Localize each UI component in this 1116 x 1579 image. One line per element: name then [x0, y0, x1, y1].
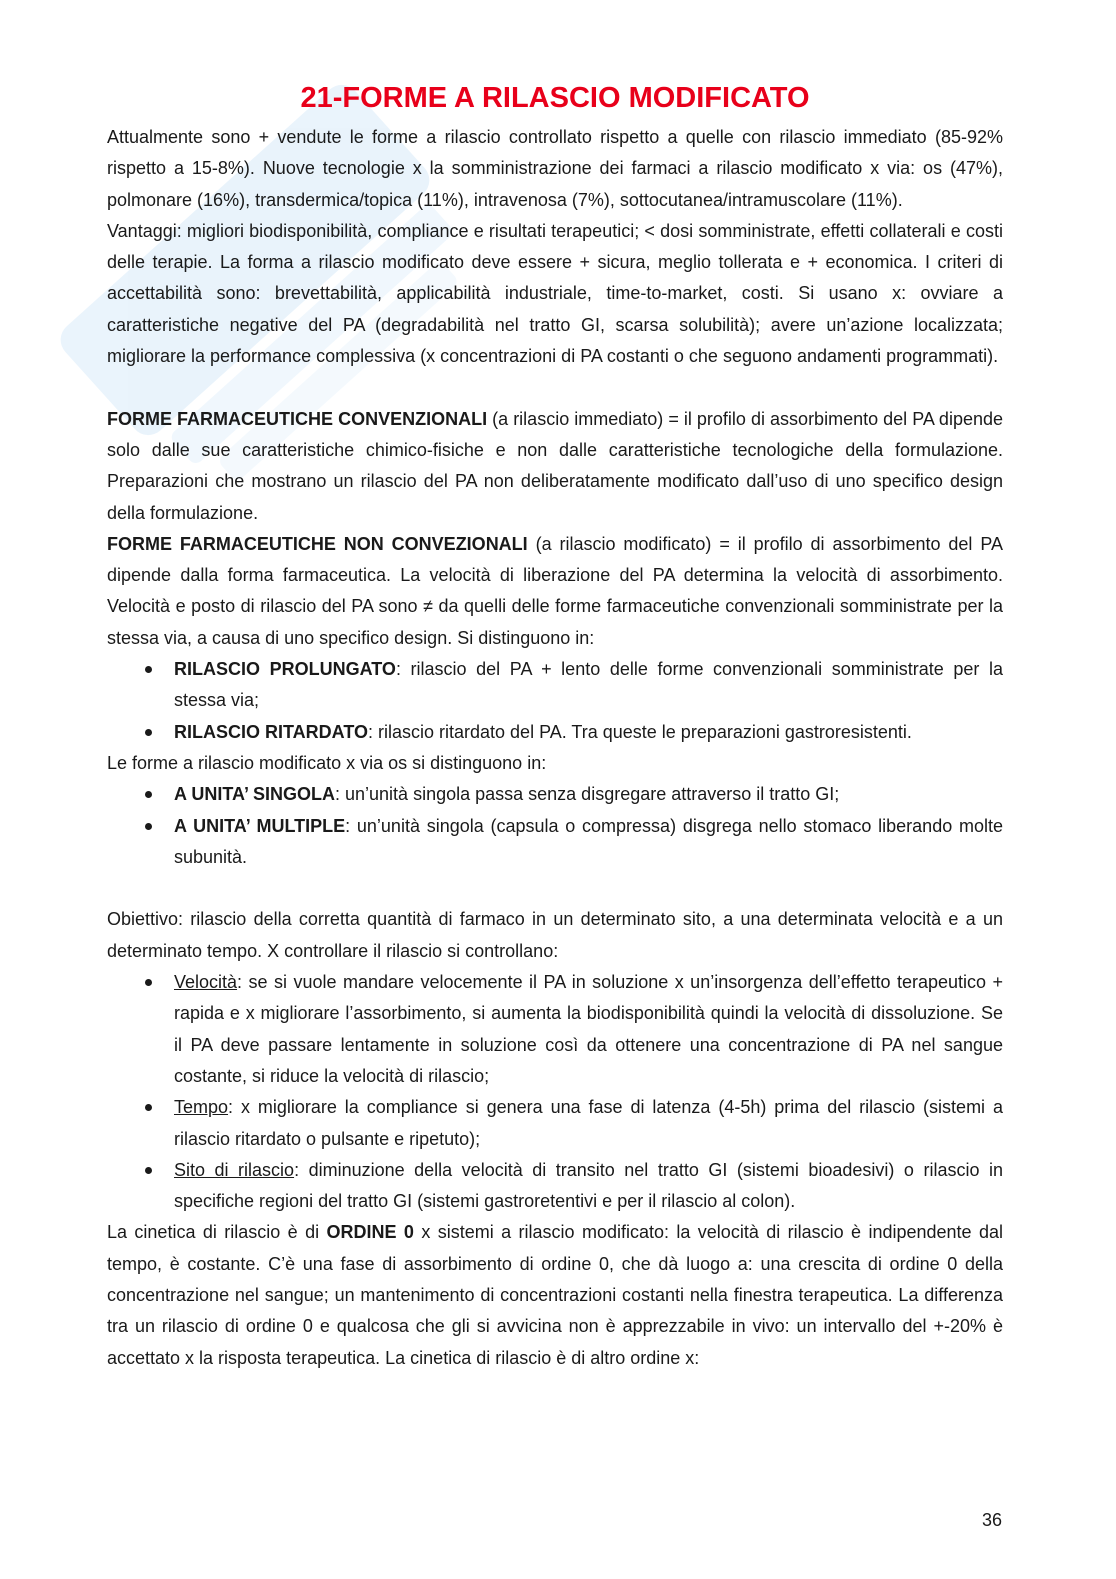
controls-list — [107, 967, 1003, 1217]
conventional-forms-term: FORME FARMACEUTICHE CONVENZIONALI — [107, 408, 488, 429]
oral-types-list — [107, 779, 1003, 873]
objective-paragraph: Obiettivo: rilascio della corretta quantità di farmaco in un determinato sito, a una determinata velocità e a un determinato tempo. X controllare il rilascio si controllano: — [107, 909, 1003, 961]
conventional-forms-paragraph: FORME FARMACEUTICHE CONVENZIONALI (a rilascio immediato) = il profilo di assorbimento del PA dipende solo dalle sue caratteristiche chimico-fisiche e non dalle caratteristiche tecnologiche della formulazione. Preparazioni che mostrano un rilascio del PA non deliberatamente modificato dall’uso di uno specifico design della formulazione. — [107, 408, 1003, 523]
list-item: Tempo: x migliorare la compliance si genera una fase di latenza (4-5h) prima del rilascio (sistemi a rilascio ritardato o pulsante e ripetuto); — [174, 1092, 1003, 1155]
list-item: A UNITA’ MULTIPLE: un’unità singola (capsula o compressa) disgrega nello stomaco liberando molte subunità. — [174, 811, 1003, 874]
page-number: 36 — [981, 1510, 1002, 1530]
page-title: 21-FORME A RILASCIO MODIFICATO — [300, 82, 810, 114]
intro-paragraph: Attualmente sono + vendute le forme a rilascio controllato rispetto a quelle con rilascio immediato (85-92% rispetto a 15-8%). Nuove tecnologie x la somministrazione dei farmaci a rilascio modificato x via: os (47%), polmonare (16%), transdermica/topica (11%), intravenosa (7%), sottocutanea/intramuscolare (11%). — [107, 127, 1003, 210]
oral-forms-intro: Le forme a rilascio modificato x via os si distinguono in: — [107, 752, 547, 773]
release-types-list — [107, 654, 1003, 748]
list-item: RILASCIO PROLUNGATO: rilascio del PA + lento delle forme convenzionali somministrate per la stessa via; — [174, 654, 1003, 717]
advantages-paragraph: Vantaggi: migliori biodisponibilità, compliance e risultati terapeutici; < dosi somministrate, effetti collaterali e costi delle terapie. La forma a rilascio modificato deve essere + sicura, meglio tollerata e + economica. I criteri di accettabilità sono: brevettabilità, applicabilità industriale, time-to-market, costi. Si usano x: ovviare a caratteristiche negative del PA (degradabilità nel tratto GI, scarsa solubilità); avere un’azione localizzata; migliorare la performance complessiva (x concentrazioni di PA costanti o che seguono andamenti programmati). — [107, 220, 1003, 367]
list-item: Sito di rilascio: diminuzione della velocità di transito nel tratto GI (sistemi bioadesivi) o rilascio in specifiche regioni del tratto GI (sistemi gastroretentivi e per il rilascio al colon). — [174, 1155, 1003, 1218]
list-item: A UNITA’ SINGOLA: un’unità singola passa senza disgregare attraverso il tratto GI; — [174, 779, 1003, 810]
document-page — [107, 76, 1003, 1374]
non-conventional-forms-paragraph: FORME FARMACEUTICHE NON CONVEZIONALI (a rilascio modificato) = il profilo di assorbimento del PA dipende dalla forma farmaceutica. La velocità di liberazione del PA determina la velocità di assorbimento. Velocità e posto di rilascio del PA sono ≠ da quelli delle forme farmaceutiche convenzionali somministrate per la stessa via, a causa di uno specifico design. Si distinguono in: — [107, 533, 1003, 648]
zero-order-term: ORDINE 0 — [326, 1222, 414, 1243]
non-conventional-forms-term: FORME FARMACEUTICHE NON CONVEZIONALI — [107, 533, 528, 554]
list-item: RILASCIO RITARDATO: rilascio ritardato del PA. Tra queste le preparazioni gastroresistenti. — [174, 717, 1003, 748]
list-item: Velocità: se si vuole mandare velocemente il PA in soluzione x un’insorgenza dell’effetto terapeutico + rapida e x migliorare l’assorbimento, si aumenta la biodisponibilità quindi la velocità di dissoluzione. Se il PA deve passare lentamente in soluzione così da ottenere una concentrazione di PA nel sangue costante, si riduce la velocità di rilascio; — [174, 967, 1003, 1092]
kinetics-paragraph: La cinetica di rilascio è di ORDINE 0 x sistemi a rilascio modificato: la velocità di rilascio è indipendente dal tempo, è costante. C’è una fase di assorbimento di ordine 0, che dà luogo a: una crescita di ordine 0 della concentrazione nel sangue; un mantenimento di concentrazioni costanti nella finestra terapeutica. La differenza tra un rilascio di ordine 0 e qualcosa che gli si avvicina non è apprezzabile in vivo: un intervallo del +-20% è accettato x la risposta terapeutica. La cinetica di rilascio è di altro ordine x: — [107, 1222, 1003, 1368]
